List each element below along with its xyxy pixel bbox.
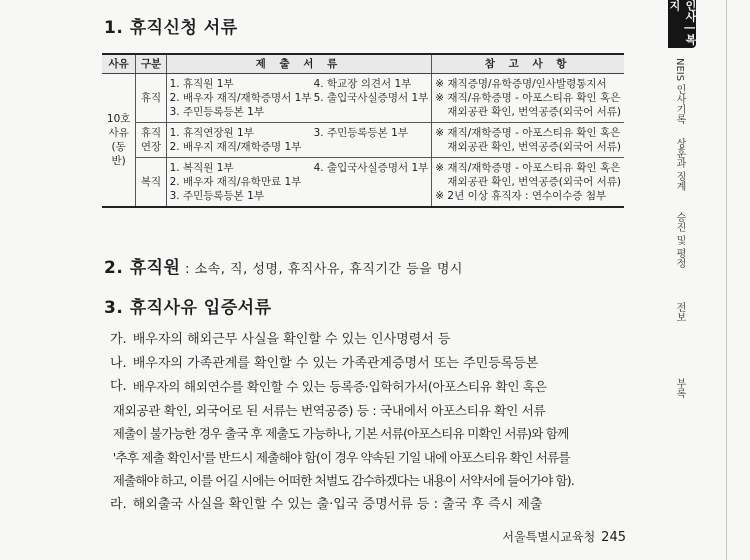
documents-cell: [166, 158, 432, 208]
document-item: 1. 휴직원 1부: [169, 78, 234, 90]
notes-cell: [432, 123, 624, 158]
note-line: ※ 재직/재학증명 - 아포스티유 확인 혹은: [435, 127, 621, 139]
notes-cell: [432, 74, 624, 123]
list-text-line: 제출해야 하고, 이를 어길 시에는 어떠한 처벌도 감수하겠다는 내용이 서약서에 들어가야 함).: [112, 473, 574, 488]
document-item: 2. 배우지 재직/재학증명 1부: [169, 141, 302, 153]
document-item: 5. 출입국사실증명서 1부: [313, 92, 429, 104]
document-item: [314, 140, 429, 154]
chapter-tab-strip: [668, 0, 704, 560]
proof-documents-list: [110, 328, 630, 516]
tab-promotion-evaluation[interactable]: 승진 및 평정: [674, 212, 685, 269]
note-line: 재외공관 확인, 번역공증(외국어 서류): [447, 106, 621, 118]
notes-cell: [432, 158, 624, 208]
leave-documents-table: [102, 53, 624, 208]
table-row: [102, 158, 624, 208]
documents-cell: [166, 123, 432, 158]
reason-line: 사유: [108, 127, 129, 139]
section-title-proof-documents: 3. 휴직사유 입증서류: [104, 298, 272, 318]
note-line: 재외공관 확인, 번역공증(외국어 서류): [447, 176, 621, 188]
document-item: 4. 출입국사실증명서 1부: [313, 162, 429, 174]
document-item: [314, 105, 429, 119]
list-item: [110, 493, 630, 517]
header-documents: 제 출 서 류: [166, 54, 432, 74]
leave-application-description: : 소속, 직, 성명, 휴직사유, 휴직기간 등을 명시: [180, 262, 463, 277]
list-text-line: '추후 제출 확인서'를 반드시 제출해야 함(이 경우 약속된 기일 내에 아포스티유 확인 서류를: [112, 449, 570, 465]
document-item: 1. 휴직연장원 1부: [169, 127, 254, 139]
page-number: 245: [601, 530, 626, 545]
list-text-line: 배우자의 해외근무 사실을 확인할 수 있는 인사명령서 등: [132, 332, 451, 347]
list-marker: 라.: [110, 496, 127, 512]
list-text-line: 재외공관 확인, 외국어로 된 서류는 번역공증) 등 : 국내에서 아포스티유 확인 서류: [112, 402, 546, 418]
document-item: 3. 주민등록등본 1부: [169, 106, 264, 118]
note-line: ※ 재직/재학증명 - 아포스티유 확인 혹은: [435, 162, 621, 174]
category-cell: [136, 123, 166, 158]
table-row: [102, 74, 624, 123]
category-cell: [136, 74, 166, 123]
category-cell: [136, 158, 166, 208]
document-item: 1. 복직원 1부: [169, 162, 234, 174]
header-category: 구분: [136, 54, 166, 74]
tab-appendix[interactable]: 부록: [674, 378, 685, 398]
section-title-leave-documents: 1. 휴직신청 서류: [104, 18, 238, 38]
publisher-name: 서울특별시교육청: [502, 530, 596, 544]
list-text-line: 배우자의 가족관계를 확인할 수 있는 가족관계증명서 또는 주민등록등본: [132, 355, 539, 371]
category-line: 연장: [140, 141, 162, 153]
page-footer: [502, 528, 626, 545]
documents-cell: [166, 74, 432, 123]
table-header-row: [102, 54, 624, 74]
document-item: [314, 189, 429, 203]
document-item: 3. 주민등록등본 1부: [313, 127, 408, 139]
list-marker: 가.: [110, 332, 127, 347]
list-text-line: 배우자의 해외연수를 확인할 수 있는 등록증·입학허가서(아포스티유 확인 혹은: [132, 379, 547, 394]
reason-line: (동반): [111, 141, 126, 167]
list-item: [110, 352, 630, 376]
list-item: [110, 375, 630, 493]
list-marker: 나.: [110, 355, 127, 371]
tab-personnel-welfare[interactable]: 인사 | 복지: [668, 0, 696, 48]
document-item: [314, 175, 429, 189]
tab-neis-records[interactable]: NEIS 인사기록: [674, 58, 685, 125]
page-edge-divider: [726, 0, 727, 560]
list-item: [110, 328, 630, 352]
tab-transfer[interactable]: 전보: [674, 302, 685, 322]
section-title-leave-application: 2. 휴직원: [104, 258, 181, 278]
table-row: [102, 123, 624, 158]
note-line: ※ 재직/유학증명 - 아포스티유 확인 혹은: [435, 92, 621, 104]
note-line: ※ 재직증명/유학증명/인사발령통지서: [435, 78, 607, 90]
category-line: 휴직: [140, 127, 162, 139]
note-line: ※ 2년 이상 휴직자 : 연수이수증 첨부: [435, 190, 607, 202]
category-line: 휴직: [140, 92, 162, 104]
list-text-line: 해외출국 사실을 확인할 수 있는 출·입국 증명서류 등 : 출국 후 즉시 제출: [132, 496, 543, 512]
document-item: 2. 배우자 재직/유학만료 1부: [169, 176, 302, 188]
document-item: 4. 학교장 의견서 1부: [313, 78, 412, 90]
document-item: 2. 배우자 재직/재학증명서 1부: [169, 92, 312, 104]
list-text-line: 제출이 불가능한 경우 출국 후 제출도 가능하나, 기본 서류(아포스티유 미확인 서류)와 함께: [112, 426, 569, 441]
list-marker: 다.: [110, 379, 127, 394]
header-reason: 사유: [102, 54, 136, 74]
document-item: 3. 주민등록등본 1부: [169, 190, 264, 202]
section-leave-application: [104, 253, 463, 278]
tab-awards-discipline[interactable]: 상훈과 징계: [674, 138, 685, 192]
category-line: 복직: [140, 176, 162, 188]
note-line: 재외공관 확인, 번역공증(외국어 서류): [447, 141, 621, 153]
reason-line: 10호: [106, 113, 131, 125]
reason-label: [102, 74, 136, 208]
header-notes: 참 고 사 항: [432, 54, 624, 74]
